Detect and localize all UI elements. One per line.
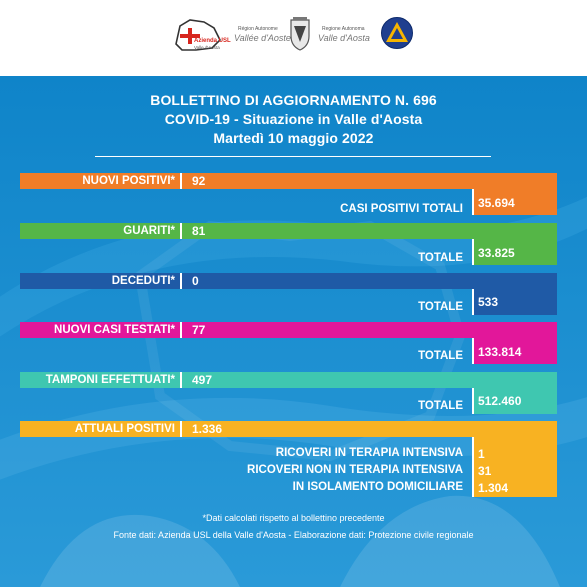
header	[0, 0, 587, 76]
guariti-totale-label: TOTALE	[418, 252, 463, 264]
testati-totale-divider	[472, 338, 474, 364]
nuovi-positivi-divider	[180, 173, 182, 189]
usl-logo-text: Azienda USL	[194, 38, 231, 44]
deceduti-totale-label: TOTALE	[418, 301, 463, 313]
attuali-positivi-value: 1.336	[192, 422, 223, 436]
region-logo-french	[232, 14, 291, 58]
deceduti-divider	[180, 273, 182, 289]
attuali-positivi-label: ATTUALI POSITIVI	[74, 423, 175, 435]
data-source: Fonte dati: Azienda USL della Valle d'Aosta - Elaborazione dati: Protezione civile regionale	[113, 530, 474, 540]
deceduti-value: 0	[192, 274, 199, 288]
guariti-value: 81	[192, 224, 206, 238]
ricoveri-ti-label: RICOVERI IN TERAPIA INTENSIVA	[275, 447, 463, 459]
tamponi-totale-label: TOTALE	[418, 400, 463, 412]
casi-positivi-totali-label: CASI POSITIVI TOTALI	[340, 203, 463, 215]
nuovi-casi-testati-divider	[180, 322, 182, 338]
title-divider	[95, 156, 491, 157]
ricoveri-non-ti-value: 31	[478, 464, 492, 478]
nuovi-casi-testati-value: 77	[192, 323, 206, 337]
tamponi-value: 497	[192, 373, 213, 387]
tamponi-divider	[180, 372, 182, 388]
nuovi-casi-testati-label: NUOVI CASI TESTATI*	[54, 324, 175, 336]
guariti-divider	[180, 223, 182, 239]
azienda-usl-logo	[170, 14, 231, 58]
casi-positivi-totali-value: 35.694	[478, 196, 515, 210]
testati-totale-label: TOTALE	[418, 350, 463, 362]
attuali-dettagli-divider	[472, 437, 474, 497]
bulletin-title: BOLLETTINO DI AGGIORNAMENTO N. 696	[150, 92, 437, 108]
ricoveri-ti-value: 1	[478, 447, 485, 461]
attuali-positivi-divider	[180, 421, 182, 437]
bulletin-date: Martedì 10 maggio 2022	[213, 130, 374, 146]
deceduti-totale-value: 533	[478, 295, 499, 309]
isolamento-label: IN ISOLAMENTO DOMICILIARE	[292, 481, 463, 493]
bulletin-subtitle: COVID-19 - Situazione in Valle d'Aosta	[164, 111, 423, 127]
bulletin-panel	[0, 76, 587, 587]
nuovi-positivi-label: NUOVI POSITIVI*	[82, 175, 175, 187]
region-logo1-big: Vallée d'Aoste	[234, 33, 291, 43]
nuovi-positivi-value: 92	[192, 174, 206, 188]
region-logo1-small: Région Autonome	[238, 26, 278, 32]
protezione-civile-logo	[380, 16, 414, 50]
deceduti-bar	[20, 273, 557, 289]
region-logo2-big: Valle d'Aosta	[318, 33, 370, 43]
deceduti-label: DECEDUTI*	[111, 275, 175, 287]
tamponi-totale-value: 512.460	[478, 394, 522, 408]
ricoveri-non-ti-label: RICOVERI NON IN TERAPIA INTENSIVA	[247, 464, 463, 476]
region-shield-icon	[288, 16, 312, 52]
guariti-totale-divider	[472, 239, 474, 265]
guariti-bar	[20, 223, 557, 239]
usl-logo-sub: Valle d'Aosta	[194, 45, 220, 50]
region-logo-italian	[316, 14, 370, 58]
isolamento-value: 1.304	[478, 481, 509, 495]
tamponi-label: TAMPONI EFFETTUATI*	[45, 374, 175, 386]
guariti-label: GUARITI*	[123, 225, 175, 237]
guariti-totale-value: 33.825	[478, 246, 515, 260]
deceduti-totale-divider	[472, 289, 474, 315]
tamponi-totale-divider	[472, 388, 474, 414]
casi-totali-divider	[472, 189, 474, 215]
testati-totale-value: 133.814	[478, 345, 522, 359]
footnote: *Dati calcolati rispetto al bollettino precedente	[202, 513, 385, 523]
region-logo2-small: Regione Autonoma	[322, 26, 365, 32]
